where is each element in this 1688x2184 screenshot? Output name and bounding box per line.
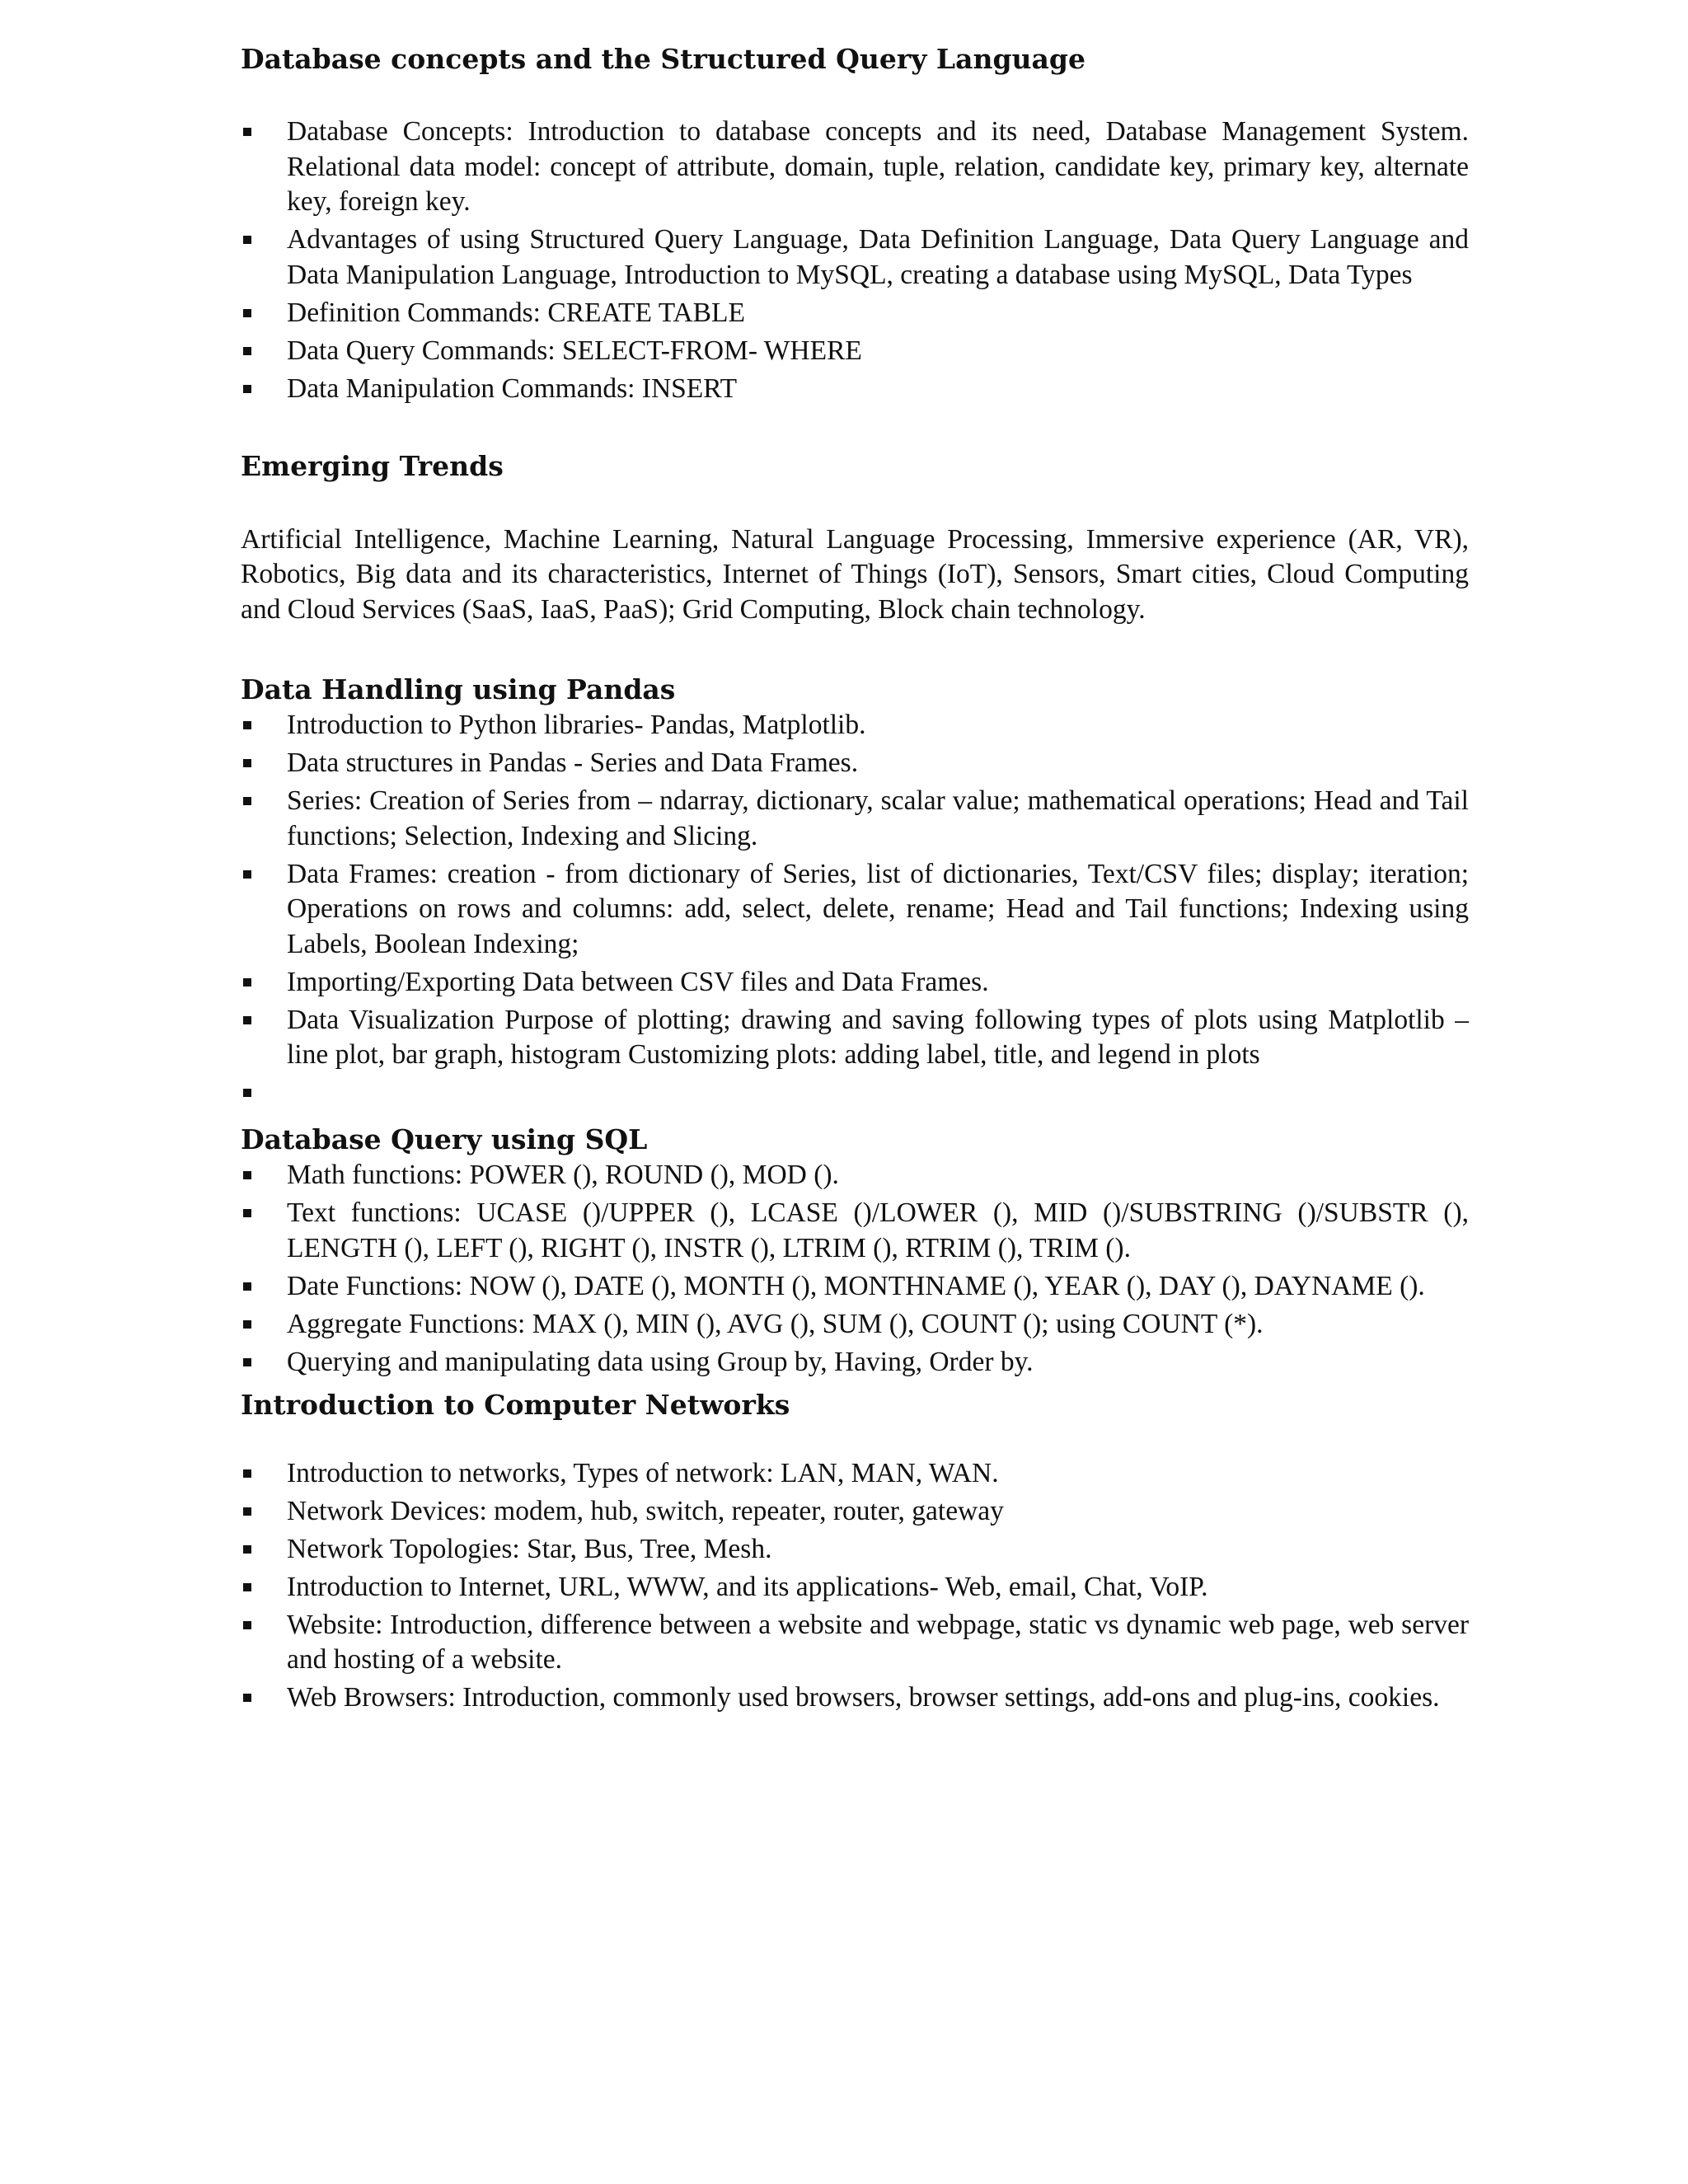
section-heading: Introduction to Computer Networks (241, 1388, 790, 1421)
list-item-text: Network Devices: modem, hub, switch, repeater, router, gateway (287, 1495, 1004, 1526)
square-bullet-icon (243, 347, 251, 355)
list-item-text: Text functions: UCASE ()/UPPER (), LCASE ()/LOWER (), MID ()/SUBSTRING ()/SUBSTR (), LENGTH (), LEFT (), RIGHT (), INSTR (), LTRIM (), RTRIM (), TRIM (). (287, 1197, 1469, 1263)
square-bullet-icon (243, 978, 251, 987)
list-item (241, 372, 1469, 407)
section-heading: Database concepts and the Structured Query Language (241, 43, 1085, 75)
section-paragraph: Artificial Intelligence, Machine Learning, Natural Language Processing, Immersive experience (AR, VR), Robotics, Big data and its characteristics, Internet of Things (IoT), Sensors, Smart cities, Cloud Computing and Cloud Services (SaaS, IaaS, PaaS); Grid Computing, Block chain technology. (241, 523, 1469, 625)
list-item-text: Math functions: POWER (), ROUND (), MOD (). (287, 1160, 839, 1190)
list-item (241, 1269, 1469, 1305)
square-bullet-icon (243, 1016, 251, 1024)
list-item-text: Data Manipulation Commands: INSERT (287, 373, 738, 404)
square-bullet-icon (243, 1089, 251, 1097)
list-item-text: Series: Creation of Series from – ndarray, dictionary, scalar value; mathematical operations; Head and Tail functions; Selection, Indexing and Slicing. (287, 785, 1469, 851)
square-bullet-icon (243, 1545, 251, 1554)
list-item-text: Web Browsers: Introduction, commonly used browsers, browser settings, add-ons and plug-ins, cookies. (287, 1682, 1440, 1713)
square-bullet-icon (243, 759, 251, 767)
list-item (241, 334, 1469, 369)
square-bullet-icon (243, 236, 251, 244)
list-item (241, 1680, 1469, 1716)
section-database-concepts (241, 41, 1469, 406)
square-bullet-icon (243, 1320, 251, 1329)
list-item-text: Website: Introduction, difference between a website and webpage, static vs dynamic web page, web server and hosting of a website. (287, 1609, 1469, 1675)
list-item-text: Querying and manipulating data using Group by, Having, Order by. (287, 1346, 1034, 1377)
section-computer-networks (241, 1387, 1469, 1716)
section-heading: Emerging Trends (241, 449, 504, 482)
square-bullet-icon (243, 1621, 251, 1629)
list-item (241, 708, 1469, 743)
list-item (241, 784, 1469, 854)
list-item-text: Importing/Exporting Data between CSV files and Data Frames. (287, 966, 989, 997)
list-item (241, 1307, 1469, 1343)
list-item (241, 1196, 1469, 1266)
document-page (241, 41, 1469, 1718)
list-item-text: Data Visualization Purpose of plotting; drawing and saving following types of plots using Matplotlib – line plot, bar graph, histogram Customizing plots: adding label, title, and legend in plots (287, 1004, 1469, 1070)
section-heading: Data Handling using Pandas (241, 673, 676, 705)
square-bullet-icon (243, 721, 251, 729)
square-bullet-icon (243, 1358, 251, 1366)
list-item (241, 1076, 1469, 1111)
section-database-query-sql (241, 1122, 1469, 1380)
square-bullet-icon (243, 870, 251, 879)
square-bullet-icon (243, 385, 251, 393)
topic-list (241, 1158, 1469, 1380)
list-item (241, 296, 1469, 331)
list-item-text: Network Topologies: Star, Bus, Tree, Mesh. (287, 1533, 772, 1564)
list-item (241, 1532, 1469, 1568)
list-item (241, 857, 1469, 963)
square-bullet-icon (243, 309, 251, 317)
list-item-text: Definition Commands: CREATE TABLE (287, 297, 745, 328)
square-bullet-icon (243, 1507, 251, 1516)
list-item (241, 1570, 1469, 1605)
topic-list (241, 708, 1469, 1111)
square-bullet-icon (243, 1209, 251, 1217)
list-item-text: Introduction to Python libraries- Pandas, Matplotlib. (287, 710, 866, 740)
list-item (241, 1158, 1469, 1193)
square-bullet-icon (243, 797, 251, 805)
list-item-text: Advantages of using Structured Query Language, Data Definition Language, Data Query Language and Data Manipulation Language, Introduction to MySQL, creating a database using MySQL, Data Types (287, 224, 1469, 290)
list-item-text: Date Functions: NOW (), DATE (), MONTH (), MONTHNAME (), YEAR (), DAY (), DAYNAME (). (287, 1270, 1425, 1301)
list-item-text: Data Query Commands: SELECT-FROM- WHERE (287, 335, 862, 366)
list-item (241, 223, 1469, 293)
list-item (241, 1494, 1469, 1530)
section-heading: Database Query using SQL (241, 1123, 648, 1155)
list-item (241, 1456, 1469, 1492)
square-bullet-icon (243, 1694, 251, 1702)
list-item-text: Introduction to Internet, URL, WWW, and its applications- Web, email, Chat, VoIP. (287, 1571, 1208, 1602)
list-item-text: Data structures in Pandas - Series and Data Frames. (287, 748, 859, 778)
square-bullet-icon (243, 1171, 251, 1179)
square-bullet-icon (243, 128, 251, 136)
list-item (241, 965, 1469, 1001)
section-data-handling-pandas (241, 672, 1469, 1111)
list-item (241, 1003, 1469, 1073)
square-bullet-icon (243, 1282, 251, 1291)
topic-list (241, 115, 1469, 406)
list-item (241, 115, 1469, 220)
list-item (241, 746, 1469, 781)
square-bullet-icon (243, 1469, 251, 1478)
list-item (241, 1608, 1469, 1678)
list-item-text: Data Frames: creation - from dictionary of Series, list of dictionaries, Text/CSV files; display; iteration; Operations on rows and columns: add, select, delete, rename; Head and Tail functions; Indexing using Labels, Boolean Indexing; (287, 858, 1469, 959)
list-item (241, 1345, 1469, 1380)
topic-list (241, 1456, 1469, 1716)
list-item-text: Aggregate Functions: MAX (), MIN (), AVG (), SUM (), COUNT (); using COUNT (*). (287, 1308, 1264, 1339)
section-emerging-trends (241, 448, 1469, 628)
list-item-text: Introduction to networks, Types of network: LAN, MAN, WAN. (287, 1457, 999, 1488)
list-item-text: Database Concepts: Introduction to database concepts and its need, Database Management System. Relational data model: concept of attribute, domain, tuple, relation, candidate key, primary key, alternate key, foreign key. (287, 116, 1469, 217)
square-bullet-icon (243, 1583, 251, 1591)
